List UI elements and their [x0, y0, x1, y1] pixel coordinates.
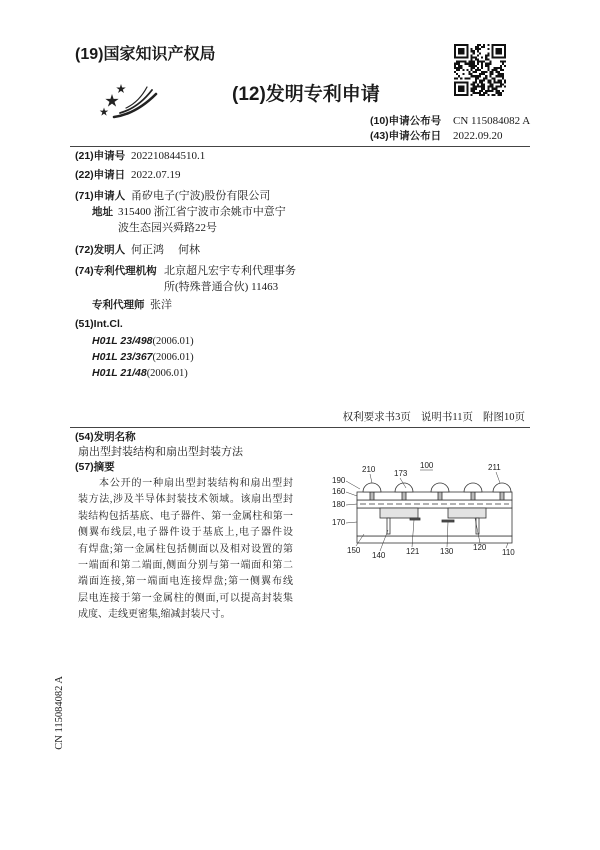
- ipc-code: H01L 21/48: [92, 367, 147, 379]
- description-page-count: 说明书11页: [420, 412, 473, 423]
- abstract-line: 有焊盘;第一金属柱包括侧面以及相对设置的第: [78, 543, 293, 555]
- ipc-version: (2006.01): [152, 336, 194, 347]
- abstract-line: 一端面和第二端面,侧面分别与第一端面和第二: [78, 559, 293, 571]
- ipc-version: (2006.01): [146, 368, 188, 379]
- inventor-name: 何正鸿: [131, 244, 164, 256]
- abstract-line: 装结构包括基底、电子器件、第一金属柱和第一: [78, 510, 293, 522]
- document-kind: (12)发明专利申请: [232, 84, 380, 105]
- header-divider: [70, 146, 530, 147]
- publication-date-label: (43)申请公布日: [370, 130, 442, 142]
- ipc-version: (2006.01): [152, 352, 194, 363]
- abstract-line: 装方法,涉及半导体封装技术领域。该扇出型封: [78, 494, 293, 506]
- leader-line: [496, 472, 500, 483]
- claims-page-count: 权利要求书3页: [342, 412, 411, 423]
- publication-number-label: (10)申请公布号: [370, 115, 442, 127]
- ipc-code: H01L 23/498: [92, 335, 153, 347]
- agency-label: (74)专利代理机构: [75, 265, 157, 277]
- figure-label: 210: [362, 465, 376, 474]
- cnipa-logo: [98, 82, 160, 120]
- publication-date: 2022.09.20: [453, 130, 503, 142]
- agency-line: 所(特殊普通合伙) 11463: [164, 281, 279, 293]
- ipc-code: H01L 23/367: [92, 351, 153, 363]
- application-number-label: (21)申请号: [75, 150, 126, 162]
- drawings-page-count: 附图10页: [483, 412, 525, 423]
- leader-line: [346, 504, 357, 505]
- figure-via: [370, 492, 374, 500]
- address-label: 地址: [92, 206, 113, 218]
- applicant: 甬矽电子(宁波)股份有限公司: [131, 190, 271, 202]
- logo-star-large: [105, 94, 118, 107]
- figure-via: [438, 492, 442, 500]
- ipc-entry: [92, 333, 194, 349]
- filing-date: 2022.07.19: [131, 169, 181, 181]
- logo-star-small: [100, 108, 109, 116]
- applicant-label: (71)申请人: [75, 190, 126, 202]
- publication-number: CN 115084082 A: [453, 115, 531, 127]
- inventor-name: 何林: [178, 244, 200, 256]
- qr-finder-bottom-left: [454, 81, 469, 96]
- agency-line: 北京超凡宏宇专利代理事务: [164, 265, 296, 277]
- figure-via: [500, 492, 504, 500]
- page-counts: [343, 411, 525, 425]
- filing-date-label: (22)申请日: [75, 169, 126, 181]
- figure-substrate: [357, 536, 512, 543]
- abstract-line: 本公开的一种扇出型封装结构和扇出型封: [99, 478, 293, 489]
- figure-label: 130: [440, 547, 454, 556]
- leader-line: [370, 474, 372, 483]
- invention-title: 扇出型封装结构和扇出型封装方法: [78, 446, 243, 458]
- figure-label: 121: [406, 547, 420, 556]
- figure-label: 150: [347, 546, 361, 555]
- qr-code: [454, 44, 506, 96]
- side-publication-number: CN 115084082 A: [54, 676, 65, 750]
- ipc-entry: [92, 365, 188, 381]
- figure-solder-ball: [363, 483, 381, 492]
- figure-solder-ball: [431, 483, 449, 492]
- abstract-text: [78, 476, 293, 624]
- title-label: (54)发明名称: [75, 431, 136, 443]
- figure-solder-ball: [493, 483, 511, 492]
- qr-finder-top-right: [491, 44, 506, 59]
- figure-label: 180: [332, 500, 346, 509]
- leader-line: [346, 492, 357, 496]
- abstract-line: 端面连接,第一端面电连接焊盘;第一侧翼布线: [78, 576, 293, 588]
- figure-pad: [442, 520, 454, 522]
- abstract-line: 侧翼布线层,电子器件设于基底上,电子器件设: [78, 527, 293, 539]
- figure-solder-ball: [464, 483, 482, 492]
- figure-label: 120: [473, 543, 487, 552]
- agent-label: 专利代理师: [92, 299, 145, 311]
- figure-label: 170: [332, 518, 346, 527]
- section-divider: [70, 427, 530, 428]
- logo-star-top: [116, 84, 126, 93]
- ipc-label: (51)Int.Cl.: [75, 318, 123, 330]
- office-name: (19)国家知识产权局: [75, 46, 216, 63]
- leader-line: [346, 522, 357, 523]
- inventors-label: (72)发明人: [75, 244, 126, 256]
- qr-finder-top-left: [454, 44, 469, 59]
- figure-pad: [410, 518, 420, 520]
- figure-label: 160: [332, 487, 346, 496]
- figure-label: 110: [502, 548, 515, 557]
- figure-top-layer: [357, 492, 512, 500]
- abstract-line: 成度、走线更密集,缩减封装尺寸。: [78, 609, 231, 621]
- figure-chip: [380, 508, 418, 518]
- figure-chip: [448, 508, 486, 518]
- figure-label: 173: [394, 469, 408, 478]
- figure-label: 100: [420, 461, 434, 470]
- application-number: 202210844510.1: [131, 150, 206, 162]
- leader-line: [346, 481, 360, 489]
- figure-via: [402, 492, 406, 500]
- agent-name: 张洋: [150, 299, 172, 311]
- ipc-entry: [92, 349, 194, 365]
- figure-label: 211: [488, 463, 501, 472]
- figure-via: [471, 492, 475, 500]
- abstract-figure: [330, 458, 525, 560]
- abstract-line: 层电连接于第一金属柱的侧面,可以提高封装集: [78, 592, 293, 604]
- figure-label: 190: [332, 476, 346, 485]
- address-line: 波生态园兴舜路22号: [118, 222, 217, 234]
- figure-label: 140: [372, 551, 386, 560]
- address-line: 315400 浙江省宁波市余姚市中意宁: [118, 206, 286, 218]
- abstract-label: (57)摘要: [75, 461, 115, 473]
